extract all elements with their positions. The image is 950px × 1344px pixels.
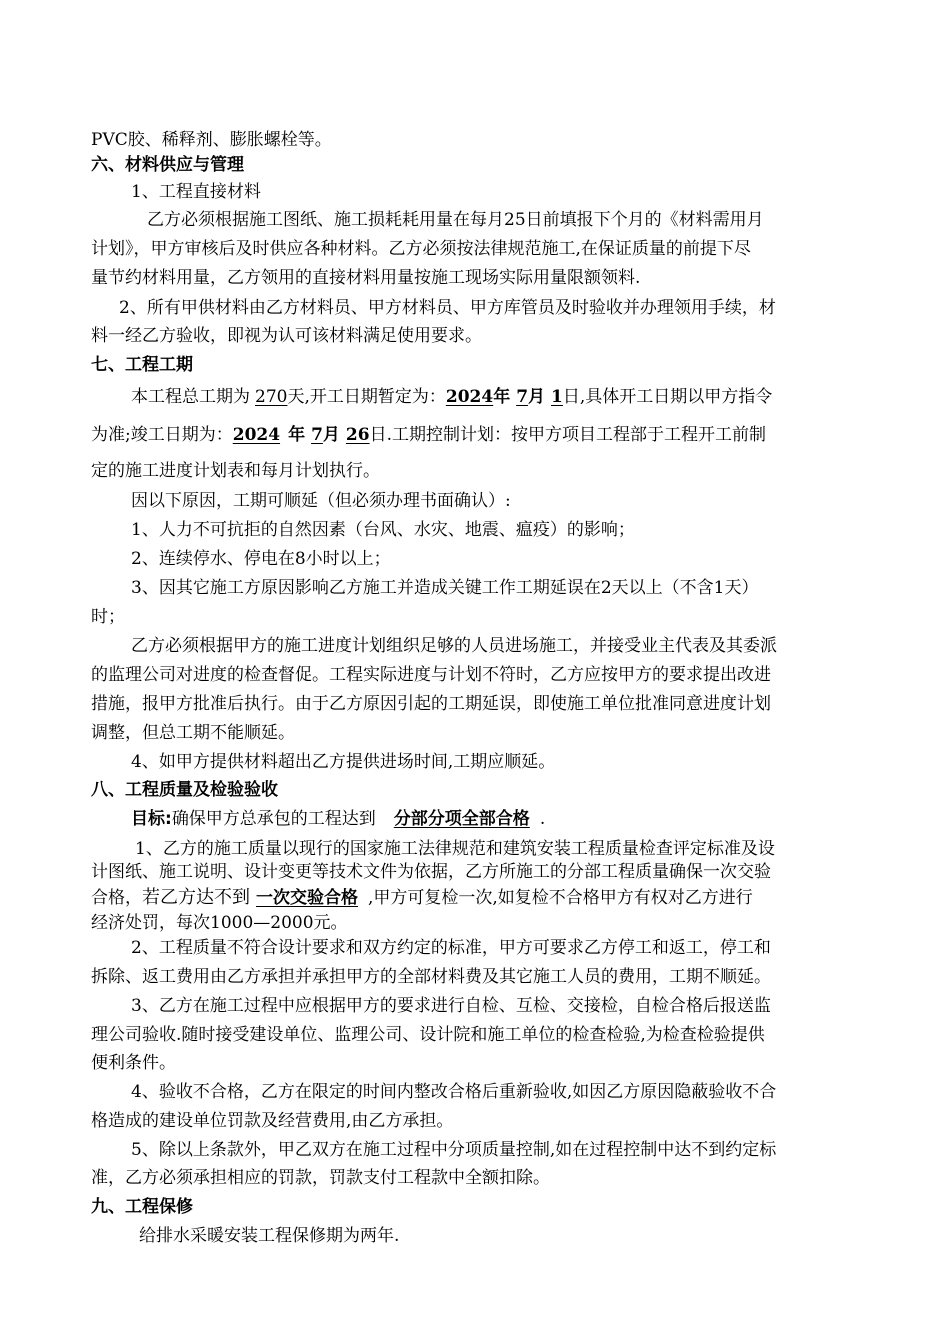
text-line: [91, 424, 766, 446]
text-run: 确保甲方总承包的工程达到: [171, 809, 376, 829]
text-run: 年: [288, 425, 306, 445]
text-line: 1、人力不可抗拒的自然因素（台风、水灾、地震、瘟疫）的影响；: [131, 520, 635, 540]
text-line: 计图纸、施工说明、设计变更等技术文件为依据，乙方所施工的分部工程质量确保一次交验: [91, 862, 771, 882]
text-line: 定的施工进度计划表和每月计划执行。: [91, 461, 380, 481]
text-line: [131, 808, 545, 830]
text-line: 1、工程直接材料: [131, 182, 261, 202]
start-year-value: 2024: [445, 387, 494, 407]
text-line: 便利条件。: [91, 1053, 176, 1073]
text-line: [131, 386, 772, 408]
text-line: 计划》，甲方审核后及时供应各种材料。乙方必须按法律规范施工,在保证质量的前提下尽: [91, 239, 751, 259]
text-line: 因以下原因，工期可顺延（但必须办理书面确认）:: [131, 491, 511, 511]
text-line: 2、所有甲供材料由乙方材料员、甲方材料员、甲方库管员及时验收并办理领用手续，材: [119, 298, 776, 318]
total-duration-value: 270: [255, 387, 288, 407]
text-run: ,甲方可复检一次,如复检不合格甲方有权对乙方进行: [368, 888, 753, 908]
text-line: 理公司验收.随时接受建设单位、监理公司、设计院和施工单位的检查检验,为检查检验提供: [91, 1025, 765, 1045]
text-run: 日,具体开工日期以甲方指令: [562, 387, 773, 407]
text-line: 乙方必须根据施工图纸、施工损耗耗用量在每月25日前填报下个月的《材料需用月: [147, 210, 764, 230]
text-run: 为准;竣工日期为：: [91, 425, 233, 445]
end-month-value: 7: [311, 425, 323, 445]
text-line: 量节约材料用量，乙方领用的直接材料用量按施工现场实际用量限额领料.: [91, 268, 641, 288]
text-line: 准，乙方必须承担相应的罚款，罚款支付工程款中全额扣除。: [91, 1168, 550, 1188]
section-heading-8: 八、工程质量及检验验收: [91, 780, 278, 800]
text-line: 3、因其它施工方原因影响乙方施工并造成关键工作工期延误在2天以上（不含1天）: [131, 578, 759, 598]
text-run: 合格，: [91, 888, 142, 908]
text-line: 调整，但总工期不能顺延。: [91, 723, 295, 743]
text-run: .: [539, 809, 546, 829]
text-line: [91, 887, 753, 909]
text-run: 月: [528, 387, 546, 407]
text-line: 措施，报甲方批准后执行。由于乙方原因引起的工期延误，即使施工单位批准同意进度计划: [91, 694, 771, 714]
end-year-value: 2024: [232, 425, 281, 445]
text-line: 4、如甲方提供材料超出乙方提供进场时间,工期应顺延。: [131, 752, 556, 772]
text-run: 月: [322, 425, 340, 445]
text-line: 5、除以上条款外，甲乙双方在施工过程中分项质量控制,如在过程控制中达不到约定标: [131, 1140, 777, 1160]
section-heading-9: 九、工程保修: [91, 1197, 193, 1217]
text-line: 乙方必须根据甲方的施工进度计划组织足够的人员进场施工，并接受业主代表及其委派: [131, 636, 777, 656]
text-line: 2、工程质量不符合设计要求和双方约定的标准，甲方可要求乙方停工和返工，停工和: [131, 938, 771, 958]
text-line: 拆除、返工费用由乙方承担并承担甲方的全部材料费及其它施工人员的费用，工期不顺延。: [91, 967, 771, 987]
text-run: 天,开工日期暂定为：: [287, 387, 446, 407]
text-run: 本工程总工期为: [131, 387, 250, 407]
text-line: 经济处罚，每次1000—2000元。: [91, 913, 348, 933]
text-line: 料一经乙方验收，即视为认可该材料满足使用要求。: [91, 326, 482, 346]
section-heading-7: 七、工程工期: [91, 355, 193, 375]
text-run: 日.工期控制计划：按甲方项目工程部于工程开工前制: [369, 425, 766, 445]
text-line: 的监理公司对进度的检查督促。工程实际进度与计划不符时，乙方应按甲方的要求提出改进: [91, 665, 771, 685]
goal-label: 目标:: [131, 809, 172, 829]
text-line: 格造成的建设单位罚款及经营费用,由乙方承担。: [91, 1111, 454, 1131]
section-heading-6: 六、材料供应与管理: [91, 155, 244, 175]
text-line: 时；: [91, 607, 125, 627]
start-month-value: 7: [516, 387, 529, 407]
end-day-value: 26: [345, 425, 370, 445]
text-line: PVC胶、稀释剂、膨胀螺栓等。: [91, 130, 332, 150]
quality-target-value: 分部分项全部合格: [393, 809, 530, 829]
text-line: 给排水采暖安装工程保修期为两年.: [139, 1226, 400, 1246]
text-line: 4、验收不合格，乙方在限定的时间内整改合格后重新验收,如因乙方原因隐蔽验收不合: [131, 1082, 777, 1102]
start-day-value: 1: [551, 387, 563, 407]
text-run: 年: [493, 387, 511, 407]
text-line: 1、乙方的施工质量以现行的国家施工法律规范和建筑安装工程质量检查评定标准及设: [135, 839, 775, 859]
text-line: 3、乙方在施工过程中应根据甲方的要求进行自检、互检、交接检，自检合格后报送监: [131, 996, 771, 1016]
inspection-standard-value: 一次交验合格: [256, 888, 358, 908]
text-run: 若乙方达不到: [142, 887, 250, 908]
text-line: 2、连续停水、停电在8小时以上；: [131, 549, 391, 569]
